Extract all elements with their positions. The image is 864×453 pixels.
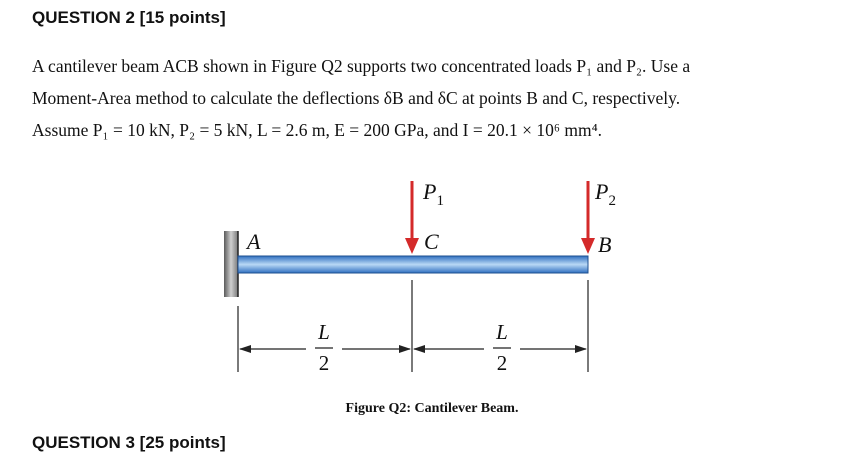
figure-caption: Figure Q2: Cantilever Beam.: [345, 401, 519, 416]
question-line-1: A cantilever beam ACB shown in Figure Q2 supports two concentrated loads P₁ and P₂. Use a: [32, 56, 691, 76]
dim-right-arrow-b: [575, 345, 587, 353]
next-question-heading: QUESTION 3 [25 points]: [32, 433, 226, 452]
dim-right-numerator: L: [496, 320, 508, 344]
label-b: B: [598, 232, 612, 257]
fixed-support: [224, 231, 238, 297]
dim-right-arrow-c: [413, 345, 425, 353]
dim-left-denominator: 2: [318, 351, 330, 375]
dim-right-denominator: 2: [496, 351, 508, 375]
load-p1-arrowhead: [405, 238, 419, 254]
dim-left-arrow-c: [399, 345, 411, 353]
question-line-3: Assume P₁ = 10 kN, P₂ = 5 kN, L = 2.6 m, E = 200 GPa, and I = 20.1 × 10⁶ mm⁴.: [32, 120, 603, 140]
label-c: C: [424, 229, 439, 254]
question-line-2: Moment-Area method to calculate the deflections δB and δC at points B and C, respectively.: [32, 88, 681, 108]
label-a: A: [247, 229, 261, 254]
question-heading: QUESTION 2 [15 points]: [32, 8, 226, 27]
label-p2: $P_2$: [595, 179, 616, 209]
dim-left-arrow-a: [239, 345, 251, 353]
label-p1: $P_1$: [423, 179, 444, 209]
load-p2-arrowhead: [581, 238, 595, 254]
dim-left-numerator: L: [318, 320, 330, 344]
beam: [238, 256, 588, 273]
